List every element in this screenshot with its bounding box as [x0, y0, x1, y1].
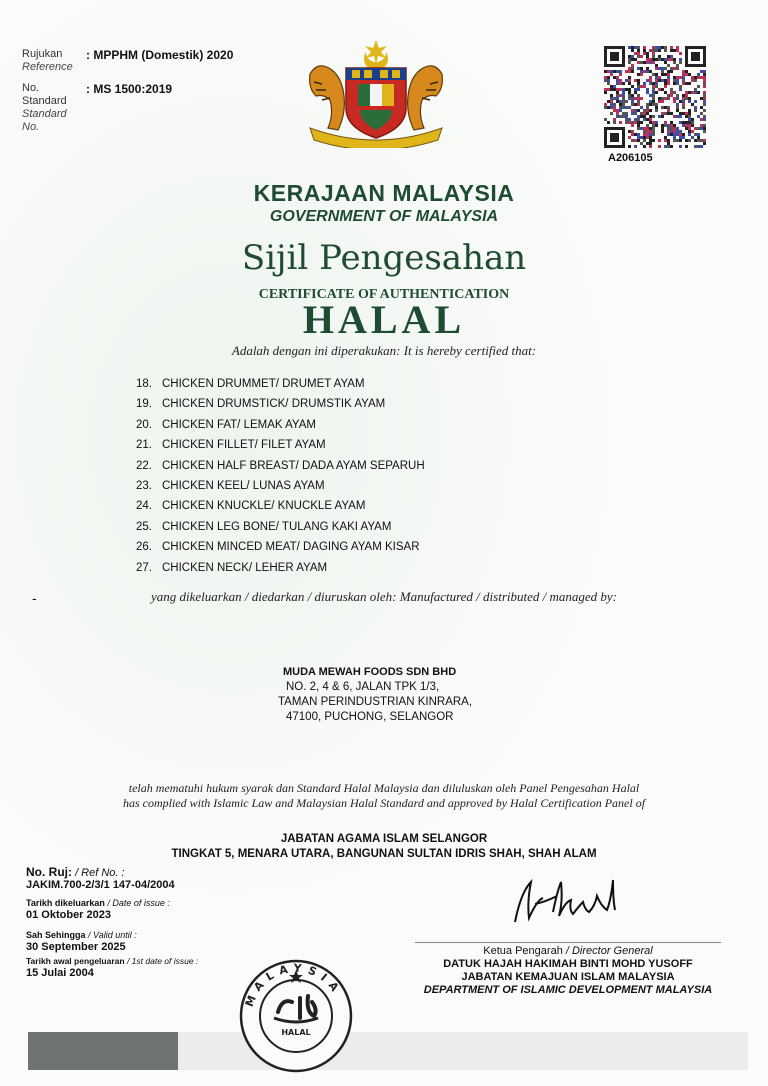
signature-line	[415, 942, 721, 943]
company-block	[278, 665, 472, 725]
government-title-ms: KERAJAAN MALAYSIA	[253, 180, 515, 206]
bullet-dot: -	[32, 590, 37, 606]
product-item	[136, 537, 425, 557]
reference-value: : MPPHM (Domestik) 2020	[86, 48, 234, 62]
product-name: CHICKEN KNUCKLE/ KNUCKLE AYAM	[162, 500, 366, 513]
standard-value: : MS 1500:2019	[86, 82, 173, 96]
director-signature	[505, 872, 645, 932]
department-name-ms: JABATAN KEMAJUAN ISLAM MALAYSIA	[461, 971, 675, 983]
halal-title: HALAL	[302, 297, 466, 342]
product-number: 18.	[136, 378, 152, 390]
ref-no-label: No. Ruj: / Ref No. :	[26, 865, 125, 879]
halal-logo-ring-text: MALAYSIA	[242, 961, 345, 1009]
issuing-authority	[0, 832, 768, 862]
compliance-en: has complied with Islamic Law and Malaysian Halal Standard and approved by Halal Certification Panel of	[122, 796, 646, 810]
qr-code	[604, 46, 706, 148]
certified-intro: Adalah dengan ini diperakukan: It is hereby certified that:	[231, 343, 537, 358]
product-number: 20.	[136, 418, 152, 431]
product-name: CHICKEN NECK/ LEHER AYAM	[162, 561, 328, 574]
company-name: MUDA MEWAH FOODS SDN BHD	[283, 666, 457, 678]
product-name: CHICKEN HALF BREAST/ DADA AYAM SEPARUH	[162, 459, 425, 472]
director-role: Ketua Pengarah / Director General	[483, 945, 653, 957]
halal-malaysia-logo	[238, 958, 354, 1074]
compliance-ms: telah mematuhi hukum syarak dan Standard Halal Malaysia dan diluluskan oleh Panel Pengesahan Halal	[128, 781, 640, 795]
product-name: CHICKEN DRUMMET/ DRUMET AYAM	[162, 378, 365, 390]
product-number: 23.	[136, 480, 152, 493]
product-item	[136, 415, 425, 435]
issue-date-label: Tarikh dikeluarkan / Date of issue :	[26, 898, 170, 908]
product-item	[136, 374, 425, 394]
first-issue-value: 15 Julai 2004	[26, 967, 94, 979]
coat-of-arms-emblem	[300, 38, 452, 148]
product-item	[136, 456, 425, 476]
director-name: DATUK HAJAH HAKIMAH BINTI MOHD YUSOFF	[443, 958, 693, 970]
footer-dark-block	[28, 1032, 178, 1070]
product-name: CHICKEN LEG BONE/ TULANG KAKI AYAM	[162, 520, 392, 533]
company-address-line-3: 47100, PUCHONG, SELANGOR	[286, 711, 454, 723]
qr-code-number: A206105	[608, 152, 653, 164]
product-item	[136, 435, 425, 455]
product-number: 21.	[136, 439, 152, 452]
compliance-statement	[0, 781, 768, 811]
manufactured-by-label: yang dikeluarkan / diedarkan / diuruskan oleh: Manufactured / distributed / managed by:	[151, 589, 617, 604]
first-issue-label: Tarikh awal pengeluaran / 1st date of issue :	[26, 956, 199, 966]
ref-no-value: JAKIM.700-2/3/1 147-04/2004	[26, 879, 175, 891]
product-name: CHICKEN FILLET/ FILET AYAM	[162, 439, 326, 452]
company-address-line-1: NO. 2, 4 & 6, JALAN TPK 1/3,	[286, 681, 440, 693]
product-name: CHICKEN KEEL/ LUNAS AYAM	[162, 480, 325, 493]
product-name: CHICKEN FAT/ LEMAK AYAM	[162, 418, 317, 431]
product-number: 22.	[136, 459, 152, 472]
product-item	[136, 517, 425, 537]
product-number: 26.	[136, 541, 152, 554]
product-list	[136, 374, 425, 578]
product-number: 19.	[136, 398, 152, 411]
reference-label: Rujukan Reference	[22, 48, 73, 73]
authority-address: TINGKAT 5, MENARA UTARA, BANGUNAN SULTAN IDRIS SHAH, SHAH ALAM	[171, 848, 597, 860]
product-item	[136, 476, 425, 496]
department-name-en: DEPARTMENT OF ISLAMIC DEVELOPMENT MALAYSIA	[423, 984, 713, 996]
product-item	[136, 558, 425, 578]
director-block	[415, 945, 721, 997]
government-title-en: GOVERNMENT OF MALAYSIA	[269, 208, 499, 225]
product-item	[136, 496, 425, 516]
company-address-line-2: TAMAN PERINDUSTRIAN KINRARA,	[278, 696, 473, 708]
certificate-title-ms: Sijil Pengesahan	[241, 238, 527, 278]
certificate-title-en: CERTIFICATE OF AUTHENTICATION	[258, 287, 510, 302]
valid-until-label: Sah Sehingga / Valid until :	[26, 930, 137, 940]
product-number: 25.	[136, 520, 152, 533]
authority-name: JABATAN AGAMA ISLAM SELANGOR	[280, 833, 488, 845]
product-number: 27.	[136, 561, 152, 574]
product-number: 24.	[136, 500, 152, 513]
product-name: CHICKEN MINCED MEAT/ DAGING AYAM KISAR	[162, 541, 420, 554]
standard-label: No. Standard Standard No.	[22, 82, 67, 133]
product-name: CHICKEN DRUMSTICK/ DRUMSTIK AYAM	[162, 398, 386, 411]
halal-logo-subtext: HALAL	[281, 1028, 311, 1037]
product-item	[136, 394, 425, 414]
valid-until-value: 30 September 2025	[26, 941, 126, 953]
issue-date-value: 01 Oktober 2023	[26, 909, 111, 921]
